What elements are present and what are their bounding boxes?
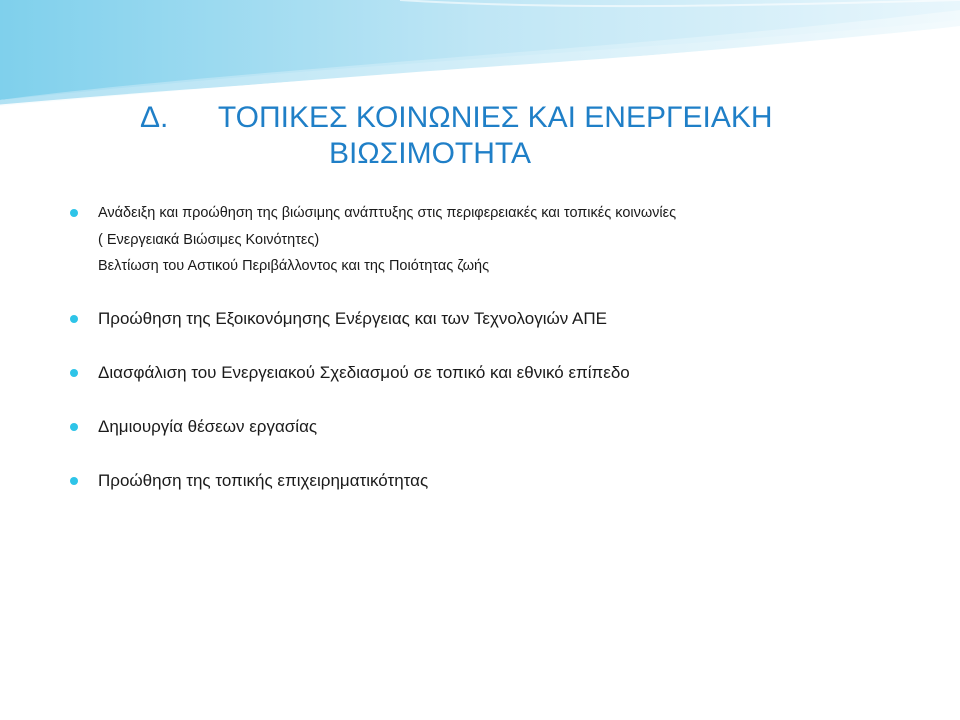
bullet-dot-icon — [70, 209, 78, 217]
title-prefix: Δ. — [140, 101, 169, 134]
title-line-2: ΒΙΩΣΙΜΟΤΗΤΑ — [328, 137, 532, 170]
title-line-1: ΤΟΠΙΚΕΣ ΚΟΙΝΩΝΙΕΣ ΚΑΙ ΕΝΕΡΓΕΙΑΚΗ — [217, 101, 773, 134]
bullet-line: Βελτίωση του Αστικού Περιβάλλοντος και της Ποιότητας ζωής — [98, 258, 490, 274]
slide-title — [140, 100, 900, 172]
bullet-dot-icon — [70, 369, 78, 377]
bullet-line: Ανάδειξη και προώθηση της βιώσιμης ανάπτυξης στις περιφερειακές και τοπικές κοινωνίες — [98, 205, 677, 221]
bullet-text: Προώθηση της τοπικής επιχειρηματικότητας — [98, 470, 429, 490]
bullet-item — [68, 200, 928, 280]
bullet-text: Προώθηση της Εξοικονόμησης Ενέργειας και των Τεχνολογιών ΑΠΕ — [98, 308, 607, 328]
bullet-text: Διασφάλιση του Ενεργειακού Σχεδιασμού σε τοπικό και εθνικό επίπεδο — [98, 362, 630, 382]
bullet-dot-icon — [70, 423, 78, 431]
bullet-item — [68, 414, 928, 440]
bullet-dot-icon — [70, 315, 78, 323]
bullet-item — [68, 360, 928, 386]
bullet-line: ( Ενεργειακά Βιώσιμες Κοινότητες) — [98, 231, 320, 248]
bullet-dot-icon — [70, 477, 78, 485]
bullet-item — [68, 468, 928, 494]
bullet-text: Δημιουργία θέσεων εργασίας — [98, 416, 318, 436]
bullet-list — [68, 200, 928, 522]
bullet-item — [68, 306, 928, 332]
